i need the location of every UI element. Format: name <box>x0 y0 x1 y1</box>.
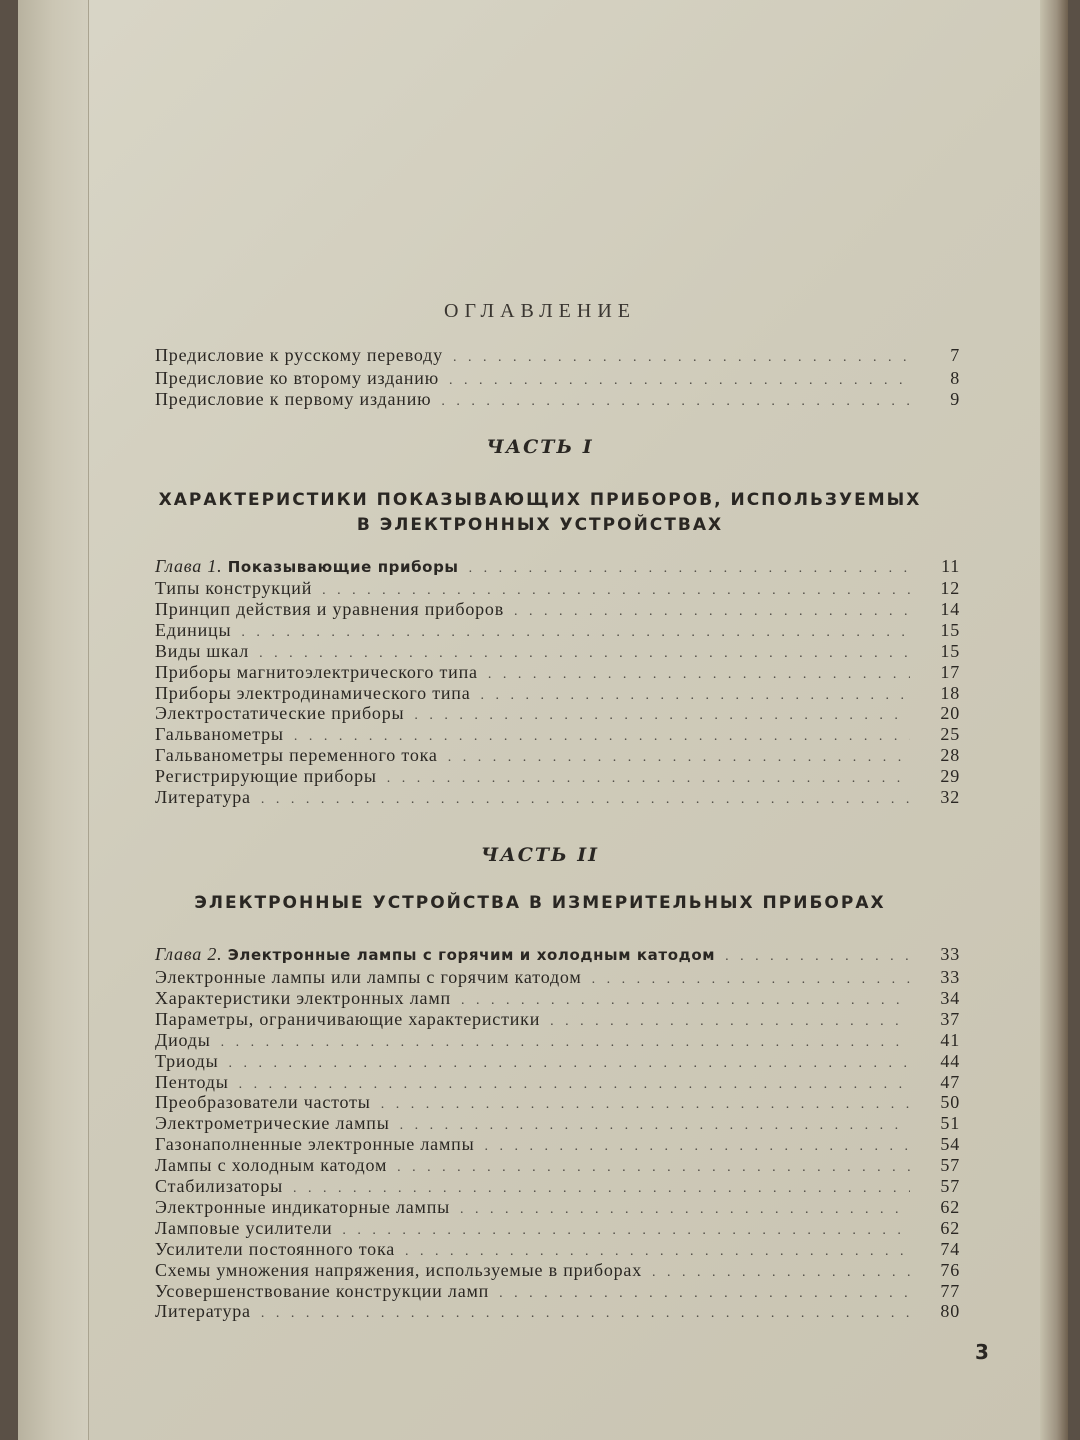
chapter-number: Глава 2. <box>155 944 223 964</box>
chapter-entry: Глава 1. Показывающие приборы . . . 11 <box>155 556 960 577</box>
toc-entry: Гальванометры переменного тока . . . 28 <box>155 745 960 766</box>
page-number: 3 <box>975 1340 989 1364</box>
chapter-title: Электронные лампы с горячим и холодным катодом <box>227 946 716 964</box>
toc-entry: Регистрирующие приборы . . . 29 <box>155 766 960 787</box>
chapter-entry: Глава 2. Электронные лампы с горячим и холодным катодом . . . 33 <box>155 944 960 965</box>
part2-title: ЭЛЕКТРОННЫЕ УСТРОЙСТВА В ИЗМЕРИТЕЛЬНЫХ ПРИБОРАХ <box>194 893 886 913</box>
toc-entry: Литература . . . 80 <box>155 1301 960 1322</box>
toc-entry: Электрометрические лампы . . . 51 <box>155 1113 960 1134</box>
toc-entry: Виды шкал . . . 15 <box>155 641 960 662</box>
toc-entry: Параметры, ограничивающие характеристики . . . 37 <box>155 1009 960 1030</box>
toc-entry: Лампы с холодным катодом . . . 57 <box>155 1155 960 1176</box>
toc-entry: Электронные индикаторные лампы . . . 62 <box>155 1197 960 1218</box>
toc-entry: Литература . . . 32 <box>155 787 960 808</box>
chapter-number: Глава 1. <box>155 556 223 576</box>
toc-entry: Газонаполненные электронные лампы . . . 54 <box>155 1134 960 1155</box>
toc-entry: Пентоды . . . 47 <box>155 1072 960 1093</box>
toc-entry: Электростатические приборы . . . 20 <box>155 703 960 724</box>
toc-title: ОГЛАВЛЕНИЕ <box>444 300 636 322</box>
toc-entry: Типы конструкций . . . 12 <box>155 578 960 599</box>
toc-entry: Принцип действия и уравнения приборов . . . 14 <box>155 599 960 620</box>
part2-label: ЧАСТЬ II <box>480 844 600 866</box>
toc-entry: Предисловие к первому изданию . . . 9 <box>155 389 960 410</box>
toc-entry: Гальванометры . . . 25 <box>155 724 960 745</box>
toc-entry: Характеристики электронных ламп . . . 34 <box>155 988 960 1009</box>
toc-entry: Приборы магнитоэлектрического типа . . . 17 <box>155 662 960 683</box>
toc-entry: Диоды . . . 41 <box>155 1030 960 1051</box>
toc-entry: Усовершенствование конструкции ламп . . . 77 <box>155 1281 960 1302</box>
part1-title-line1: ХАРАКТЕРИСТИКИ ПОКАЗЫВАЮЩИХ ПРИБОРОВ, ИСПОЛЬЗУЕМЫХ <box>158 490 922 510</box>
toc-entry: Триоды . . . 44 <box>155 1051 960 1072</box>
toc-entry: Преобразователи частоты . . . 50 <box>155 1092 960 1113</box>
toc-entry: Усилители постоянного тока . . . 74 <box>155 1239 960 1260</box>
toc-entry: Схемы умножения напряжения, используемые в приборах . . . 76 <box>155 1260 960 1281</box>
toc-entry: Ламповые усилители . . . 62 <box>155 1218 960 1239</box>
toc-entry: Приборы электродинамического типа . . . 18 <box>155 683 960 704</box>
toc-entry: Предисловие к русскому переводу . . . 7 <box>155 345 960 366</box>
part1-title-line2: В ЭЛЕКТРОННЫХ УСТРОЙСТВАХ <box>356 515 724 535</box>
toc-entry: Стабилизаторы . . . 57 <box>155 1176 960 1197</box>
toc-entry: Электронные лампы или лампы с горячим катодом . . . 33 <box>155 967 960 988</box>
toc-entry: Единицы . . . 15 <box>155 620 960 641</box>
part1-label: ЧАСТЬ I <box>486 436 594 458</box>
chapter-title: Показывающие приборы <box>227 558 459 576</box>
toc-entry: Предисловие ко второму изданию . . . 8 <box>155 368 960 389</box>
